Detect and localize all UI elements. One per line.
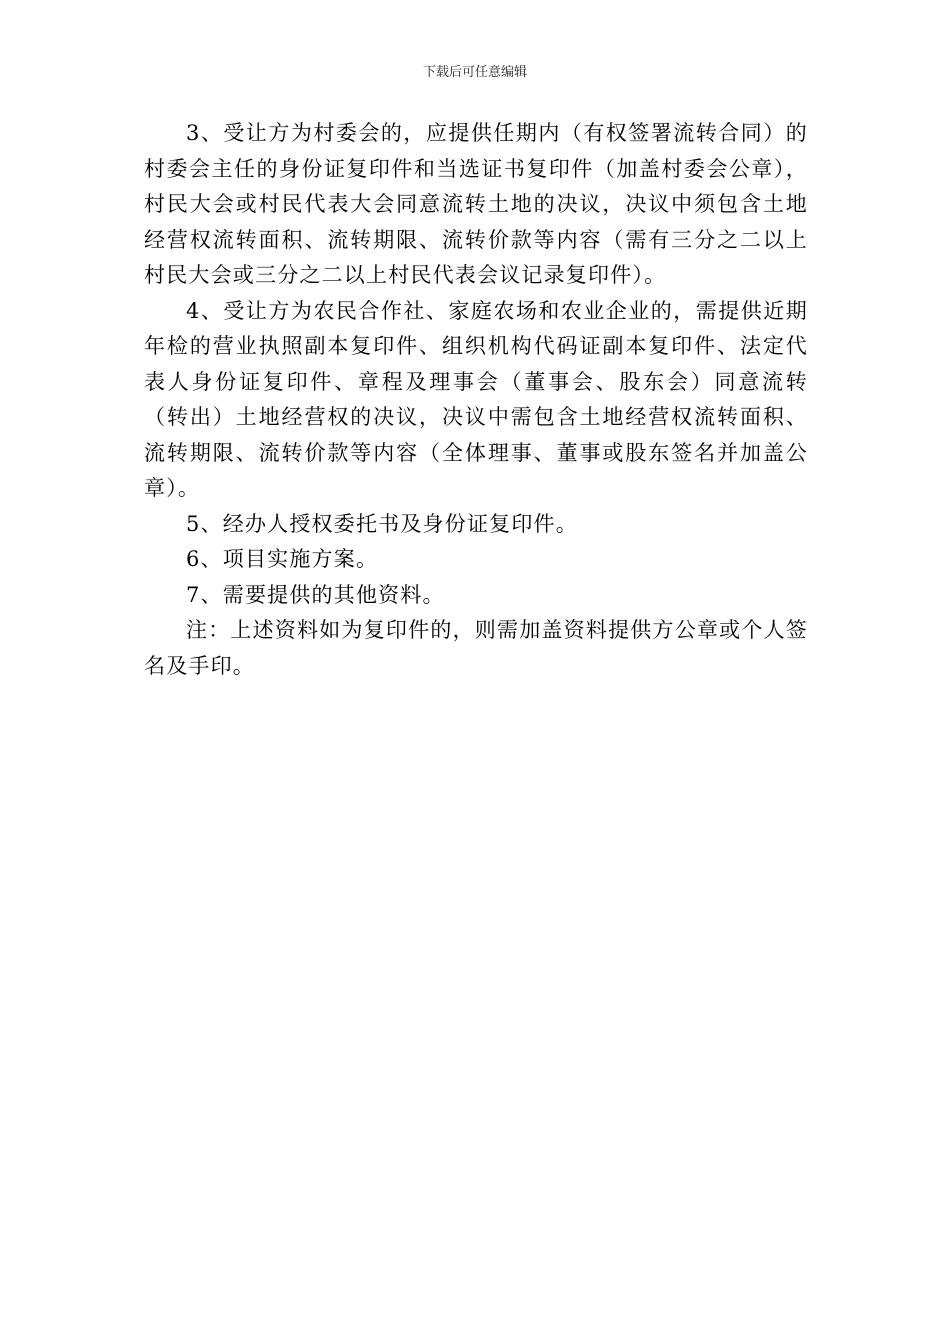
page-header: 下载后可任意编辑 [422,65,527,80]
paragraph-item-3: 3、受让方为村委会的，应提供任期内（有权签署流转合同）的村委会主任的身份证复印件和当选证书复印件（加盖村委会公章），村民大会或村民代表大会同意流转土地的决议，决议中须包含土地经营权流转面积、流转期限、流转价款等内容（需有三分之二以上村民大会或三分之二以上村民代表会议记录复印件）。 [144,121,808,287]
document-body [144,116,808,684]
paragraph-note: 注：上述资料如为复印件的，则需加盖资料提供方公章或个人签名及手印。 [144,618,808,678]
paragraph-item-4: 4、受让方为农民合作社、家庭农场和农业企业的，需提供近期年检的营业执照副本复印件、组织机构代码证副本复印件、法定代表人身份证复印件、章程及理事会（董事会、股东会）同意流转（转出）土地经营权的决议，决议中需包含土地经营权流转面积、流转期限、流转价款等内容（全体理事、董事或股东签名并加盖公章）。 [144,298,808,500]
paragraph-item-5: 5、经办人授权委托书及身份证复印件。 [186,511,578,536]
paragraph-item-7: 7、需要提供的其他资料。 [186,582,445,607]
paragraph-item-6: 6、项目实施方案。 [186,547,379,571]
